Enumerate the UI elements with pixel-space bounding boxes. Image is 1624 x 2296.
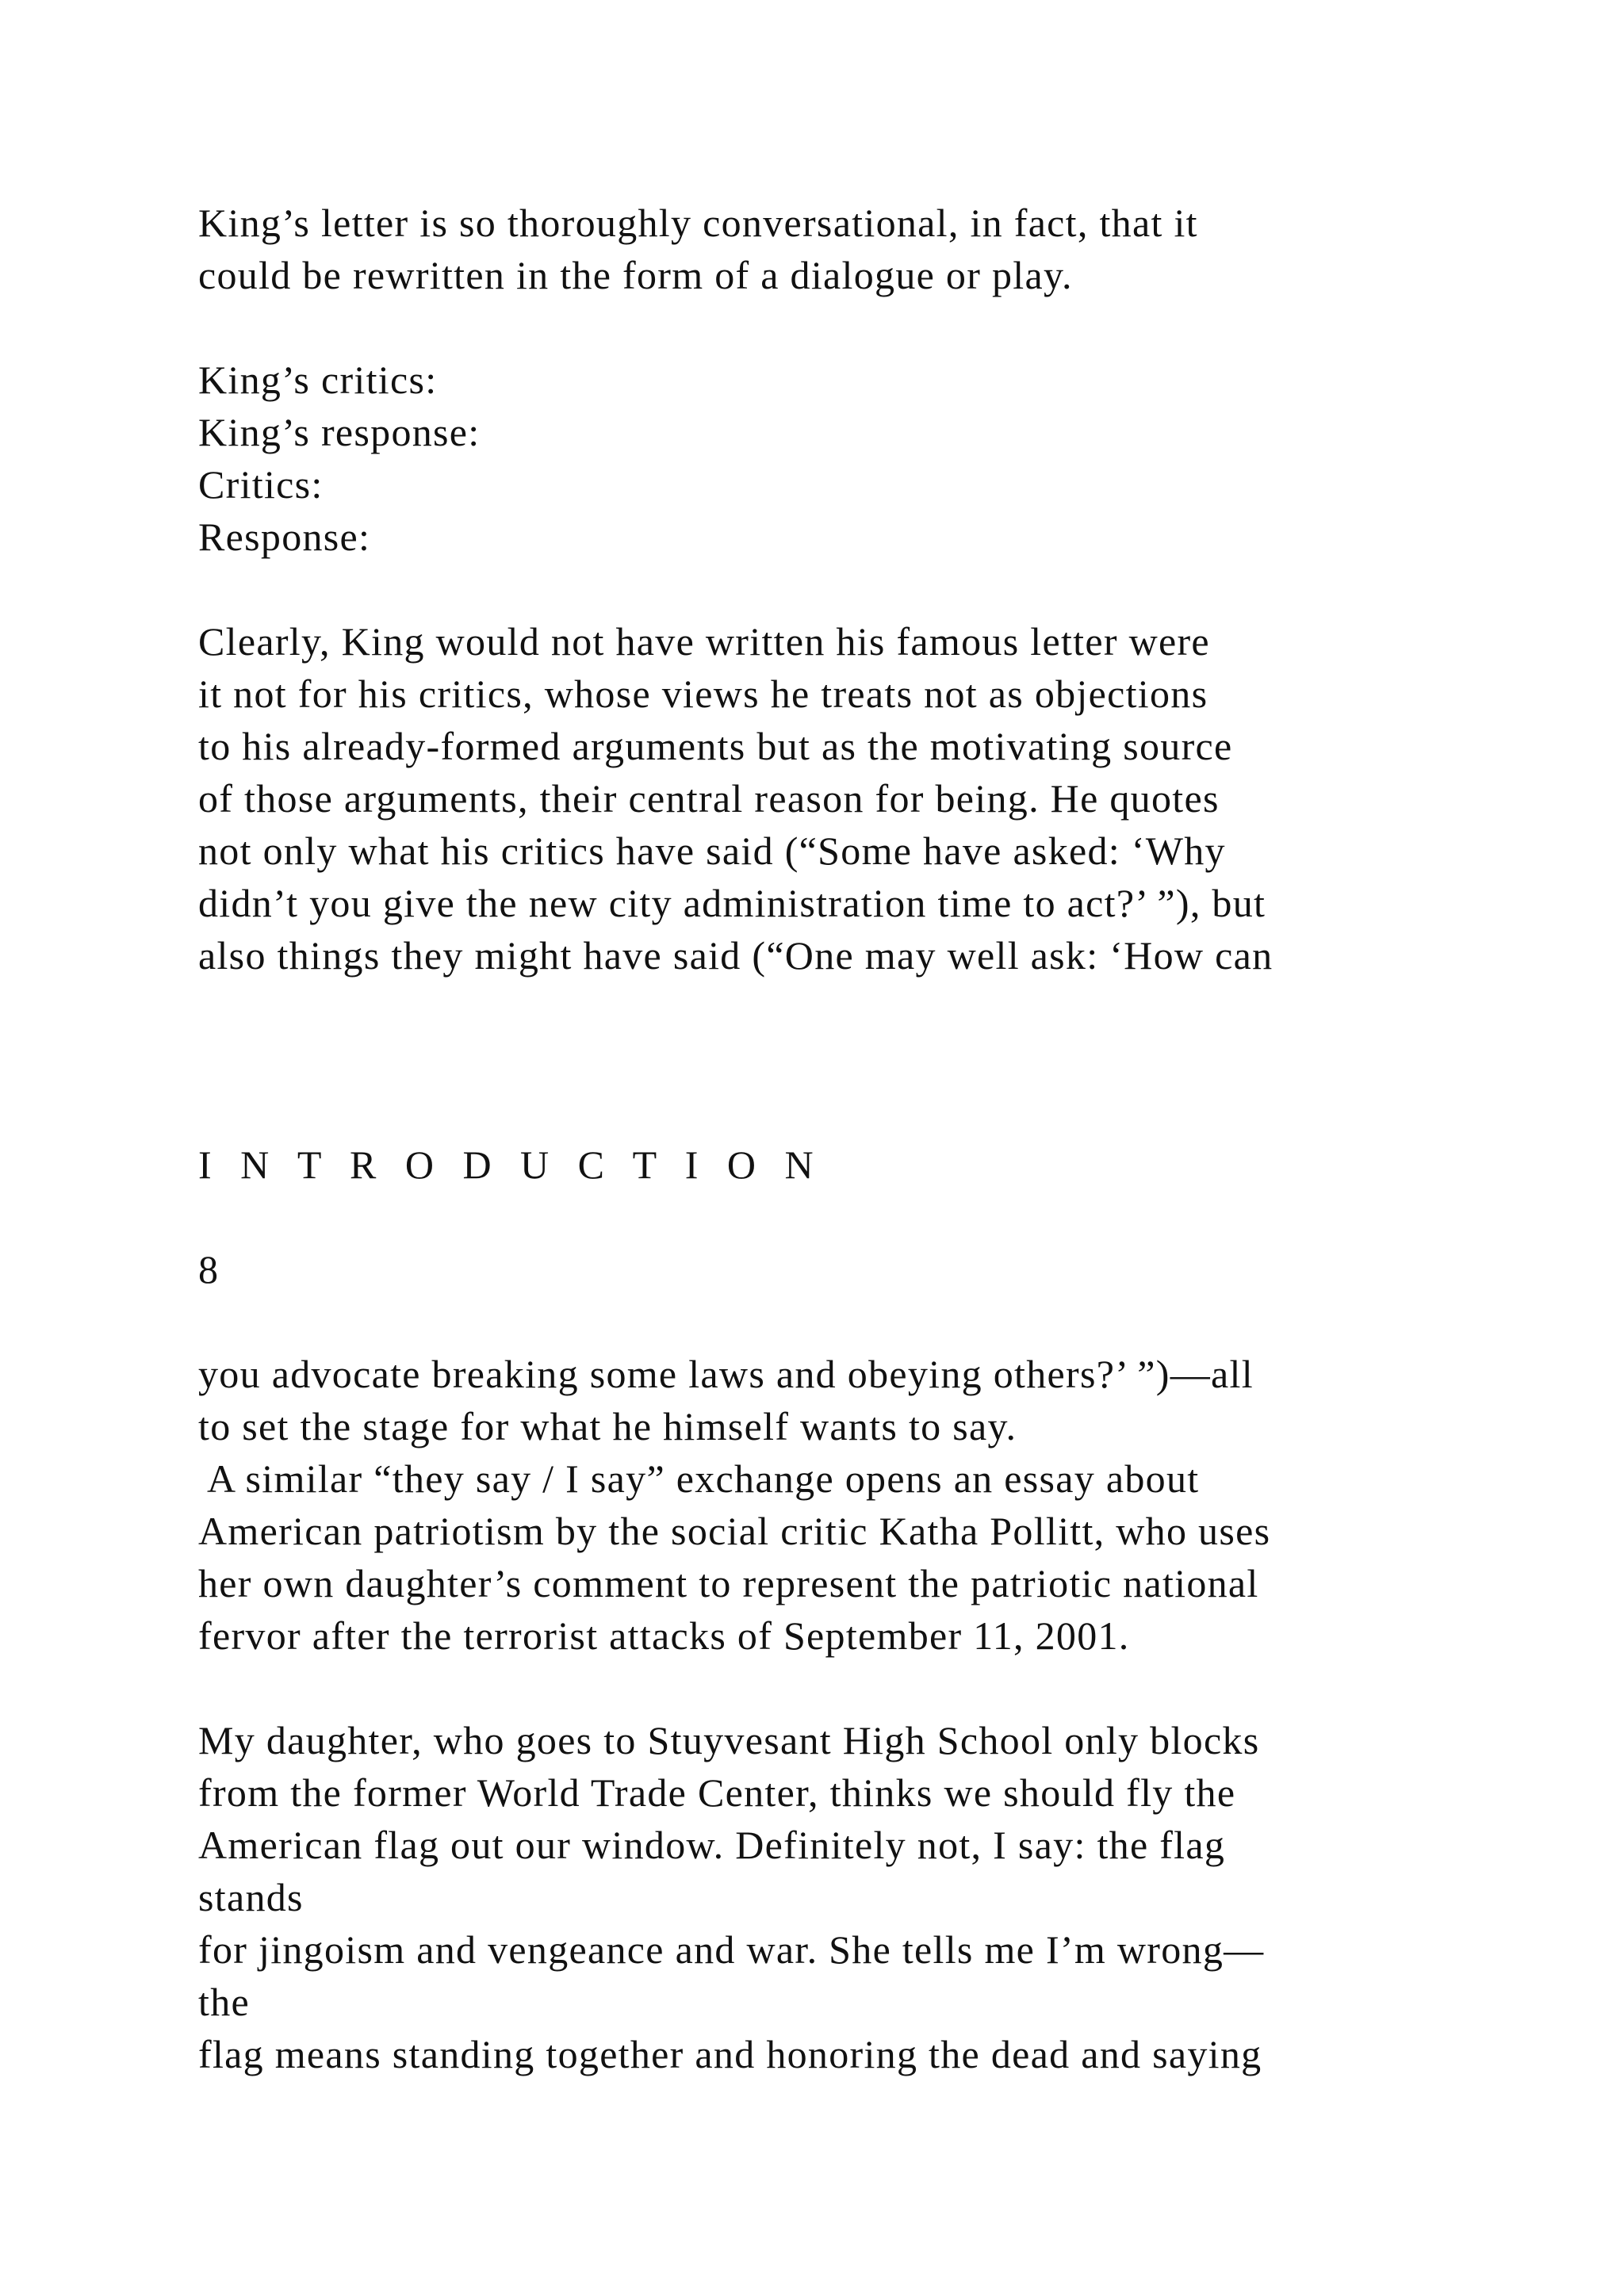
text-line: Clearly, King would not have written his famous letter were bbox=[198, 619, 1210, 664]
running-head-title: I N T R O D U C T I O N bbox=[198, 1142, 823, 1187]
text-line: fervor after the terrorist attacks of September 11, 2001. bbox=[198, 1613, 1130, 1658]
text-line: also things they might have said (“One may well ask: ‘How can bbox=[198, 933, 1274, 978]
text-line: it not for his critics, whose views he treats not as objections bbox=[198, 672, 1208, 716]
text-line: you advocate breaking some laws and obeying others?’ ”)—all bbox=[198, 1352, 1254, 1396]
quote-line: for jingoism and vengeance and war. She tells me I’m wrong— bbox=[198, 1927, 1265, 1972]
quote-line: from the former World Trade Center, thinks we should fly the bbox=[198, 1770, 1236, 1815]
text-line: King’s letter is so thoroughly conversational, in fact, that it bbox=[198, 201, 1198, 245]
quote-line: American flag out our window. Definitely not, I say: the flag bbox=[198, 1823, 1226, 1867]
text-line: could be rewritten in the form of a dialogue or play. bbox=[198, 253, 1073, 297]
dialogue-label-critics: Critics: bbox=[198, 462, 324, 507]
quote-line: My daughter, who goes to Stuyvesant High School only blocks bbox=[198, 1718, 1260, 1762]
text-line: to his already-formed arguments but as the motivating source bbox=[198, 724, 1233, 768]
text-line: to set the stage for what he himself wants to say. bbox=[198, 1404, 1017, 1448]
text-line: didn’t you give the new city administration time to act?’ ”), but bbox=[198, 881, 1266, 925]
text-line: American patriotism by the social critic Katha Pollitt, who uses bbox=[198, 1509, 1271, 1553]
dialogue-label-kings-response: King’s response: bbox=[198, 410, 481, 454]
text-line: not only what his critics have said (“Some have asked: ‘Why bbox=[198, 828, 1226, 873]
text-line: her own daughter’s comment to represent the patriotic national bbox=[198, 1561, 1259, 1605]
quote-line: the bbox=[198, 1980, 250, 2024]
page-number: 8 bbox=[198, 1247, 220, 1292]
quote-line: flag means standing together and honoring the dead and saying bbox=[198, 2032, 1262, 2076]
dialogue-label-response: Response: bbox=[198, 515, 371, 559]
text-line: A similar “they say / I say” exchange opens an essay about bbox=[198, 1456, 1200, 1501]
quote-line: stands bbox=[198, 1875, 304, 1919]
dialogue-label-kings-critics: King’s critics: bbox=[198, 358, 438, 402]
text-line: of those arguments, their central reason for being. He quotes bbox=[198, 776, 1220, 821]
